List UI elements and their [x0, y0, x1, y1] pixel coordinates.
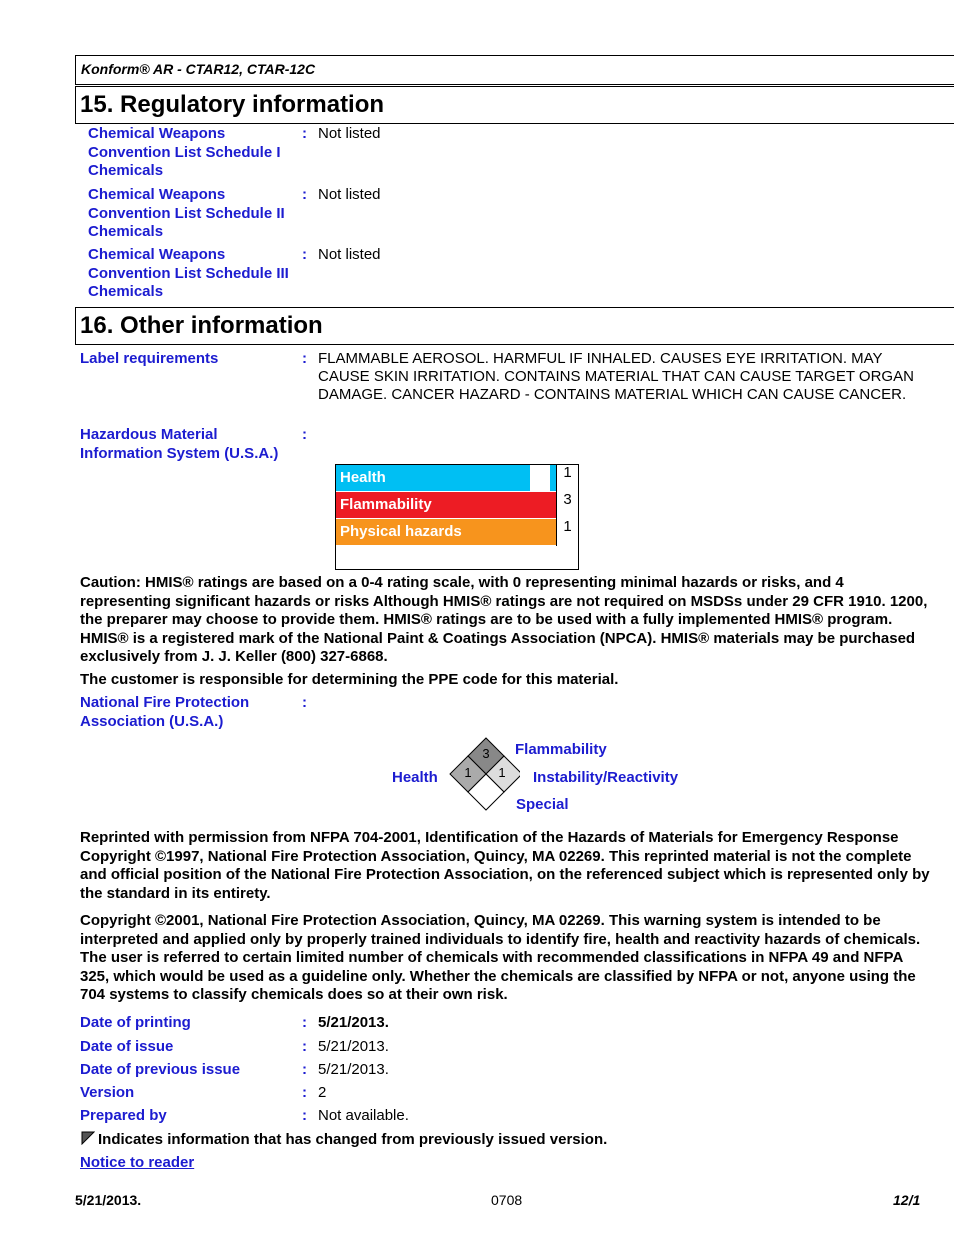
colon: : [302, 186, 307, 203]
date-of-printing-label: Date of printing [80, 1014, 191, 1031]
nfpa-reprint-notice: Reprinted with permission from NFPA 704-2001, Identification of the Hazards of Materials for Emergency Response Copyright ©1997, National Fire Protection Association, Quincy, MA 02269. This reprinted material is not the complete and official position of the National Fire Protection Association, on the referenced subject which is represented only by the standard in its entirety. [80, 829, 930, 902]
colon: : [302, 350, 307, 367]
hmis-flammability-value: 3 [556, 492, 578, 519]
hmis-health-white-marker [530, 465, 550, 491]
hmis-health-row: Health [336, 465, 556, 491]
ppe-note: The customer is responsible for determining the PPE code for this material. [80, 671, 619, 688]
cwc-schedule-3-value: Not listed [318, 246, 381, 263]
date-of-issue-value: 5/21/2013. [318, 1038, 389, 1055]
section-16-title: 16. Other information [75, 307, 954, 345]
date-of-issue-label: Date of issue [80, 1038, 174, 1055]
changed-marker-icon [81, 1131, 95, 1145]
colon: : [302, 1061, 307, 1078]
colon: : [302, 1038, 307, 1055]
nfpa-health-label: Health [392, 769, 438, 786]
hmis-label: Hazardous Material Information System (U.S.A.) [80, 426, 279, 462]
version-value: 2 [318, 1084, 327, 1101]
cwc-schedule-2-value: Not listed [318, 186, 381, 203]
prepared-by-value: Not available. [318, 1107, 409, 1124]
notice-to-reader-link[interactable]: Notice to reader [80, 1154, 195, 1171]
hmis-health-value: 1 [556, 465, 578, 492]
hmis-physical-value: 1 [556, 519, 578, 546]
nfpa-health-value: 1 [464, 765, 472, 780]
colon: : [302, 246, 307, 263]
nfpa-flammability-label: Flammability [515, 741, 607, 758]
changed-note: Indicates information that has changed from previously issued version. [98, 1131, 608, 1148]
section-15-title: 15. Regulatory information [75, 86, 954, 124]
cwc-schedule-3-label: Chemical Weapons Convention List Schedule III Chemicals [88, 246, 289, 300]
hmis-flammability-row: Flammability [336, 492, 556, 518]
document-header [75, 55, 954, 85]
label-requirements-label: Label requirements [80, 350, 219, 367]
cwc-schedule-2-label: Chemical Weapons Convention List Schedule II Chemicals [88, 186, 285, 240]
document-title: Konform® AR - CTAR12, CTAR-12C [81, 61, 316, 77]
colon: : [302, 1084, 307, 1101]
hmis-physical-row: Physical hazards [336, 519, 556, 545]
label-requirements-value: FLAMMABLE AEROSOL. HARMFUL IF INHALED. CAUSES EYE IRRITATION. MAY CAUSE SKIN IRRITATION. CONTAINS MATERIAL THAT CAN CAUSE TARGET ORGAN DAMAGE. CANCER HAZARD - CONTAINS MATERIAL WHICH CAN CAUSE CANCER. [318, 350, 914, 403]
date-of-printing-value: 5/21/2013. [318, 1014, 389, 1031]
nfpa-diamond [440, 734, 520, 820]
date-of-previous-issue-label: Date of previous issue [80, 1061, 241, 1078]
nfpa-copyright-notice: Copyright ©2001, National Fire Protection Association, Quincy, MA 02269. This warning system is intended to be interpreted and applied only by properly trained individuals to identify fire, health and reactivity hazards of chemicals. The user is referred to certain limited number of chemicals with recommended classifications in NFPA 49 and NFPA 325, which would be used as a guideline only. Whether the chemicals are classified by NFPA or not, anyone using the 704 systems to classify chemicals does so at their own risk. [80, 912, 921, 1004]
colon: : [302, 1014, 307, 1031]
date-of-previous-issue-value: 5/21/2013. [318, 1061, 389, 1078]
footer-date: 5/21/2013. [75, 1192, 142, 1208]
nfpa-label: National Fire Protection Association (U.S.A.) [80, 694, 250, 730]
nfpa-instability-value: 1 [498, 765, 506, 780]
colon: : [302, 125, 307, 142]
nfpa-instability-label: Instability/Reactivity [533, 769, 679, 786]
nfpa-special-label: Special [516, 796, 569, 813]
cwc-schedule-1-label: Chemical Weapons Convention List Schedule I Chemicals [88, 125, 281, 179]
cwc-schedule-1-value: Not listed [318, 125, 381, 142]
colon: : [302, 1107, 307, 1124]
prepared-by-label: Prepared by [80, 1107, 167, 1124]
version-label: Version [80, 1084, 135, 1101]
footer-page-number: 12/1 [893, 1192, 921, 1208]
footer-code: 0708 [491, 1192, 523, 1208]
colon: : [302, 426, 307, 443]
nfpa-flammability-value: 3 [482, 746, 490, 761]
hmis-caution: Caution: HMIS® ratings are based on a 0-4 rating scale, with 0 representing minimal hazards or risks, and 4 representing significant hazards or risks Although HMIS® ratings are not required on MSDSs under 29 CFR 1910. 1200, the preparer may choose to provide them. HMIS® ratings are to be used with a fully implemented HMIS® program. HMIS® is a registered mark of the National Paint & Coatings Association (NPCA). HMIS® materials may be purchased exclusively from J. J. Keller (800) 327-6868. [80, 574, 928, 666]
colon: : [302, 694, 307, 711]
